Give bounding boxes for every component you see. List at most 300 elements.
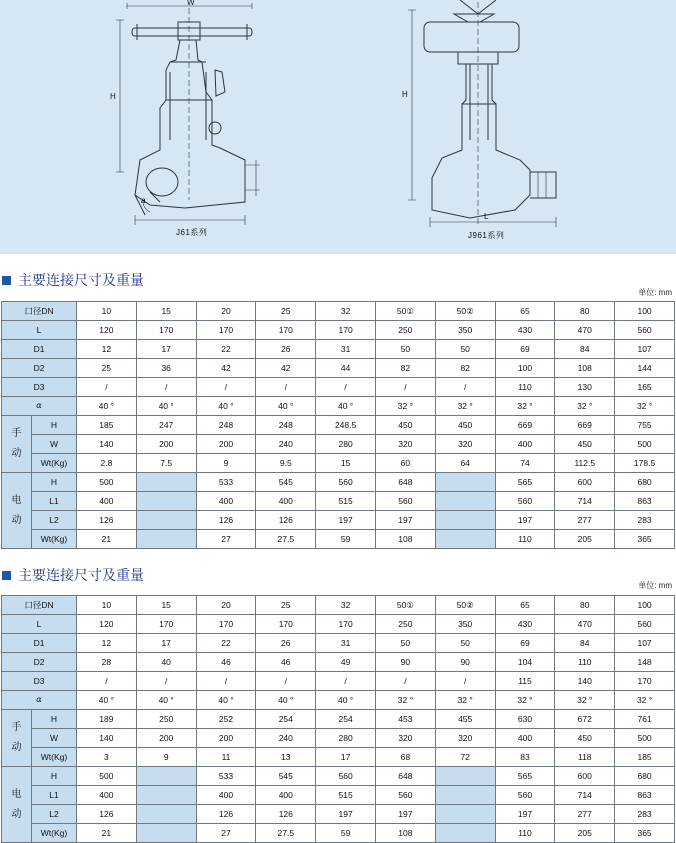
value-cell	[136, 511, 196, 530]
dn-header-cell: 口径DN	[2, 302, 77, 321]
manual-valve-drawing	[116, 3, 260, 225]
value-cell: 197	[375, 511, 435, 530]
value-cell	[136, 530, 196, 549]
value-cell: 46	[196, 653, 256, 672]
value-cell: 26	[256, 340, 316, 359]
table-row	[2, 378, 675, 397]
value-cell: 248	[196, 416, 256, 435]
value-cell: 254	[256, 710, 316, 729]
value-cell: 49	[316, 653, 376, 672]
value-cell: /	[316, 672, 376, 691]
value-cell: 320	[435, 729, 495, 748]
value-cell: /	[256, 378, 316, 397]
value-cell: 40 °	[316, 691, 376, 710]
table-row	[2, 691, 675, 710]
value-cell: 533	[196, 767, 256, 786]
section-title-text: 主要连接尺寸及重量	[18, 272, 144, 288]
value-cell: 247	[136, 416, 196, 435]
table-row	[2, 454, 675, 473]
value-cell: 545	[256, 473, 316, 492]
table-row	[2, 435, 675, 454]
group-label: 手动	[11, 722, 22, 753]
group-label: 电动	[11, 494, 22, 526]
value-cell: 32 °	[435, 691, 495, 710]
value-cell: 515	[316, 492, 376, 511]
value-cell: 200	[136, 729, 196, 748]
value-cell: 197	[495, 805, 555, 824]
value-cell: 170	[256, 321, 316, 340]
dn-cell: 65	[495, 596, 555, 615]
value-cell: 40 °	[136, 397, 196, 416]
value-cell: 755	[615, 416, 675, 435]
dn-cell: 25	[256, 302, 316, 321]
table-row	[2, 672, 675, 691]
value-cell: 240	[256, 729, 316, 748]
table-row	[2, 653, 675, 672]
valve-drawings	[0, 0, 676, 254]
value-cell: 110	[495, 530, 555, 549]
value-cell: 12	[77, 634, 137, 653]
row-label-cell: L1	[32, 492, 77, 511]
dn-cell: 100	[615, 302, 675, 321]
value-cell: 40 °	[196, 397, 256, 416]
value-cell: 25	[77, 359, 137, 378]
value-cell	[136, 786, 196, 805]
value-cell: 115	[495, 672, 555, 691]
value-cell	[435, 805, 495, 824]
value-cell: 565	[495, 473, 555, 492]
value-cell: 320	[375, 435, 435, 454]
value-cell: 500	[77, 767, 137, 786]
value-cell: 32 °	[375, 397, 435, 416]
value-cell: 197	[375, 805, 435, 824]
section-title-text: 主要连接尺寸及重量	[18, 567, 144, 583]
spec-table	[1, 595, 675, 843]
value-cell: 280	[316, 435, 376, 454]
dn-cell: 15	[136, 596, 196, 615]
value-cell: 9.5	[256, 454, 316, 473]
drawing-caption-left: J61系列	[176, 228, 208, 237]
value-cell: 170	[196, 615, 256, 634]
value-cell: 189	[77, 710, 137, 729]
value-cell: 120	[77, 321, 137, 340]
value-cell: 680	[615, 767, 675, 786]
value-cell: 126	[77, 511, 137, 530]
value-cell: 400	[256, 492, 316, 511]
row-label-cell: α	[2, 691, 77, 710]
value-cell: 44	[316, 359, 376, 378]
table-row	[2, 824, 675, 843]
value-cell: 32 °	[555, 397, 615, 416]
row-label-cell: Wt(Kg)	[32, 748, 77, 767]
row-label-cell: W	[32, 729, 77, 748]
value-cell: 83	[495, 748, 555, 767]
value-cell: 40 °	[77, 691, 137, 710]
value-cell: 185	[615, 748, 675, 767]
value-cell: 15	[316, 454, 376, 473]
row-label-cell: α	[2, 397, 77, 416]
value-cell: /	[77, 672, 137, 691]
value-cell: 430	[495, 615, 555, 634]
value-cell: 648	[375, 767, 435, 786]
row-label-cell: D3	[2, 378, 77, 397]
row-label-cell: L1	[32, 786, 77, 805]
value-cell: 50	[435, 340, 495, 359]
value-cell: 32 °	[615, 691, 675, 710]
value-cell: 110	[495, 378, 555, 397]
value-cell: 46	[256, 653, 316, 672]
value-cell: /	[375, 672, 435, 691]
value-cell: 32 °	[555, 691, 615, 710]
value-cell	[435, 786, 495, 805]
row-label-cell: Wt(Kg)	[32, 454, 77, 473]
value-cell: 107	[615, 634, 675, 653]
value-cell: 40 °	[136, 691, 196, 710]
value-cell: 669	[555, 416, 615, 435]
spec-table	[1, 301, 675, 549]
group-label-cell	[2, 473, 32, 549]
table-row	[2, 511, 675, 530]
row-label-cell: D1	[2, 634, 77, 653]
value-cell: 400	[495, 729, 555, 748]
dn-cell: 50①	[375, 302, 435, 321]
value-cell: /	[196, 672, 256, 691]
value-cell	[136, 473, 196, 492]
value-cell: 27.5	[256, 530, 316, 549]
value-cell: 170	[136, 615, 196, 634]
value-cell: 761	[615, 710, 675, 729]
value-cell: 170	[136, 321, 196, 340]
value-cell: 560	[316, 767, 376, 786]
value-cell: 32 °	[435, 397, 495, 416]
value-cell: 120	[77, 615, 137, 634]
value-cell: 450	[555, 435, 615, 454]
value-cell: /	[435, 378, 495, 397]
value-cell: 17	[316, 748, 376, 767]
value-cell	[435, 530, 495, 549]
value-cell: 200	[196, 435, 256, 454]
value-cell: 197	[495, 511, 555, 530]
value-cell: /	[435, 672, 495, 691]
dn-cell: 100	[615, 596, 675, 615]
dn-cell: 80	[555, 596, 615, 615]
value-cell: 170	[615, 672, 675, 691]
value-cell: /	[316, 378, 376, 397]
value-cell: /	[196, 378, 256, 397]
value-cell: 600	[555, 473, 615, 492]
value-cell: 100	[495, 359, 555, 378]
value-cell: 500	[615, 435, 675, 454]
value-cell: 126	[256, 511, 316, 530]
table-row	[2, 805, 675, 824]
value-cell: 140	[77, 729, 137, 748]
unit-label: 单位: mm	[638, 288, 672, 297]
dn-cell: 32	[316, 302, 376, 321]
value-cell: 126	[77, 805, 137, 824]
value-cell: 250	[375, 321, 435, 340]
value-cell: 140	[555, 672, 615, 691]
value-cell: 108	[555, 359, 615, 378]
table-row	[2, 748, 675, 767]
value-cell: 140	[77, 435, 137, 454]
value-cell: 560	[495, 786, 555, 805]
value-cell	[435, 767, 495, 786]
table-row	[2, 634, 675, 653]
table-row	[2, 615, 675, 634]
value-cell: 205	[555, 824, 615, 843]
value-cell: 104	[495, 653, 555, 672]
value-cell: 12	[77, 340, 137, 359]
value-cell: 283	[615, 805, 675, 824]
value-cell: 112.5	[555, 454, 615, 473]
value-cell: 84	[555, 340, 615, 359]
value-cell: 453	[375, 710, 435, 729]
group-label-cell	[2, 767, 32, 843]
value-cell: 40	[136, 653, 196, 672]
value-cell: 170	[316, 615, 376, 634]
value-cell: 533	[196, 473, 256, 492]
value-cell: 200	[196, 729, 256, 748]
value-cell: 165	[615, 378, 675, 397]
value-cell: 110	[555, 653, 615, 672]
value-cell	[435, 511, 495, 530]
table-row	[2, 473, 675, 492]
value-cell: 13	[256, 748, 316, 767]
value-cell: 178.5	[615, 454, 675, 473]
value-cell: 455	[435, 710, 495, 729]
value-cell: 400	[256, 786, 316, 805]
value-cell: 185	[77, 416, 137, 435]
value-cell: 31	[316, 340, 376, 359]
value-cell: 84	[555, 634, 615, 653]
table-row	[2, 416, 675, 435]
electric-valve-drawing	[408, 0, 556, 227]
value-cell	[435, 824, 495, 843]
value-cell: 400	[77, 786, 137, 805]
value-cell: 400	[495, 435, 555, 454]
value-cell: 40 °	[77, 397, 137, 416]
dn-cell: 50②	[435, 596, 495, 615]
value-cell: 126	[256, 805, 316, 824]
value-cell: 863	[615, 492, 675, 511]
value-cell: 59	[316, 824, 376, 843]
table-row	[2, 530, 675, 549]
group-label-cell	[2, 416, 32, 473]
value-cell: 680	[615, 473, 675, 492]
value-cell: 250	[136, 710, 196, 729]
drawing-l-label: L	[484, 212, 489, 221]
value-cell: 450	[435, 416, 495, 435]
value-cell: 60	[375, 454, 435, 473]
value-cell: 110	[495, 824, 555, 843]
dn-cell: 10	[77, 302, 137, 321]
value-cell: 320	[435, 435, 495, 454]
table-row	[2, 340, 675, 359]
value-cell: 252	[196, 710, 256, 729]
drawing-w-label: W	[187, 0, 196, 7]
value-cell: /	[136, 672, 196, 691]
value-cell: 430	[495, 321, 555, 340]
value-cell: 560	[375, 492, 435, 511]
value-cell: 40 °	[316, 397, 376, 416]
value-cell: 545	[256, 767, 316, 786]
dn-cell: 10	[77, 596, 137, 615]
value-cell	[435, 492, 495, 511]
row-label-cell: D2	[2, 653, 77, 672]
value-cell: 630	[495, 710, 555, 729]
value-cell: 9	[196, 454, 256, 473]
value-cell: 32 °	[615, 397, 675, 416]
value-cell: 560	[615, 321, 675, 340]
value-cell: 714	[555, 786, 615, 805]
value-cell: /	[77, 378, 137, 397]
table-row	[2, 786, 675, 805]
value-cell: /	[256, 672, 316, 691]
value-cell: 64	[435, 454, 495, 473]
row-label-cell: H	[32, 767, 77, 786]
value-cell: 277	[555, 805, 615, 824]
value-cell: 28	[77, 653, 137, 672]
value-cell: 7.5	[136, 454, 196, 473]
dn-cell: 25	[256, 596, 316, 615]
value-cell: /	[136, 378, 196, 397]
value-cell: 42	[196, 359, 256, 378]
value-cell: 26	[256, 634, 316, 653]
value-cell: 50	[435, 634, 495, 653]
value-cell: 21	[77, 824, 137, 843]
value-cell	[136, 824, 196, 843]
group-label: 电动	[11, 788, 22, 820]
value-cell: 126	[196, 805, 256, 824]
drawing-caption-right: J961系列	[468, 231, 505, 240]
table-row	[2, 397, 675, 416]
row-label-cell: L2	[32, 511, 77, 530]
row-label-cell: H	[32, 473, 77, 492]
value-cell: 2.8	[77, 454, 137, 473]
value-cell: 27	[196, 530, 256, 549]
value-cell: 350	[435, 321, 495, 340]
dn-cell: 32	[316, 596, 376, 615]
value-cell: 40 °	[196, 691, 256, 710]
value-cell: 205	[555, 530, 615, 549]
value-cell: 72	[435, 748, 495, 767]
value-cell: 500	[77, 473, 137, 492]
value-cell: 40 °	[256, 397, 316, 416]
drawing-h-label-right: H	[402, 90, 409, 99]
dn-cell: 20	[196, 596, 256, 615]
row-label-cell: D2	[2, 359, 77, 378]
value-cell: 50	[375, 340, 435, 359]
value-cell: 350	[435, 615, 495, 634]
value-cell: 42	[256, 359, 316, 378]
row-label-cell: H	[32, 710, 77, 729]
value-cell: 3	[77, 748, 137, 767]
value-cell: 108	[375, 824, 435, 843]
value-cell	[136, 492, 196, 511]
value-cell: 560	[316, 473, 376, 492]
value-cell: 170	[196, 321, 256, 340]
row-label-cell: Wt(Kg)	[32, 530, 77, 549]
value-cell: 32 °	[375, 691, 435, 710]
value-cell: 90	[375, 653, 435, 672]
value-cell: 11	[196, 748, 256, 767]
value-cell: 197	[316, 511, 376, 530]
value-cell: 148	[615, 653, 675, 672]
table-row	[2, 710, 675, 729]
section-title	[2, 270, 144, 290]
value-cell: 107	[615, 340, 675, 359]
value-cell: 27.5	[256, 824, 316, 843]
table-header-row	[2, 302, 675, 321]
table-row	[2, 492, 675, 511]
value-cell: 50	[375, 634, 435, 653]
value-cell	[435, 473, 495, 492]
value-cell: 130	[555, 378, 615, 397]
table-row	[2, 729, 675, 748]
value-cell: 21	[77, 530, 137, 549]
value-cell	[136, 805, 196, 824]
technical-drawing-panel	[0, 0, 676, 254]
value-cell: 31	[316, 634, 376, 653]
value-cell: 32 °	[495, 397, 555, 416]
row-label-cell: L	[2, 615, 77, 634]
row-label-cell: Wt(Kg)	[32, 824, 77, 843]
value-cell: 365	[615, 824, 675, 843]
value-cell: 400	[196, 492, 256, 511]
value-cell: 470	[555, 321, 615, 340]
group-label-cell	[2, 710, 32, 767]
value-cell: 90	[435, 653, 495, 672]
value-cell: 36	[136, 359, 196, 378]
row-label-cell: D1	[2, 340, 77, 359]
value-cell: 144	[615, 359, 675, 378]
value-cell: 59	[316, 530, 376, 549]
value-cell: 250	[375, 615, 435, 634]
value-cell: 170	[256, 615, 316, 634]
value-cell: 648	[375, 473, 435, 492]
value-cell: 450	[375, 416, 435, 435]
value-cell: 27	[196, 824, 256, 843]
value-cell: 470	[555, 615, 615, 634]
row-label-cell: W	[32, 435, 77, 454]
value-cell: 197	[316, 805, 376, 824]
dn-cell: 15	[136, 302, 196, 321]
row-label-cell: D3	[2, 672, 77, 691]
value-cell: 22	[196, 340, 256, 359]
table-header-row	[2, 596, 675, 615]
value-cell: 74	[495, 454, 555, 473]
value-cell: 280	[316, 729, 376, 748]
value-cell: 82	[435, 359, 495, 378]
dn-cell: 50①	[375, 596, 435, 615]
value-cell: 126	[196, 511, 256, 530]
value-cell: 320	[375, 729, 435, 748]
value-cell: 500	[615, 729, 675, 748]
dn-cell: 20	[196, 302, 256, 321]
value-cell: 863	[615, 786, 675, 805]
value-cell: 600	[555, 767, 615, 786]
table-row	[2, 767, 675, 786]
value-cell: 68	[375, 748, 435, 767]
drawing-h-label-left: H	[110, 92, 117, 101]
value-cell: 9	[136, 748, 196, 767]
value-cell: 672	[555, 710, 615, 729]
table-row	[2, 321, 675, 340]
value-cell: 200	[136, 435, 196, 454]
value-cell: 714	[555, 492, 615, 511]
value-cell: 560	[615, 615, 675, 634]
value-cell: 565	[495, 767, 555, 786]
